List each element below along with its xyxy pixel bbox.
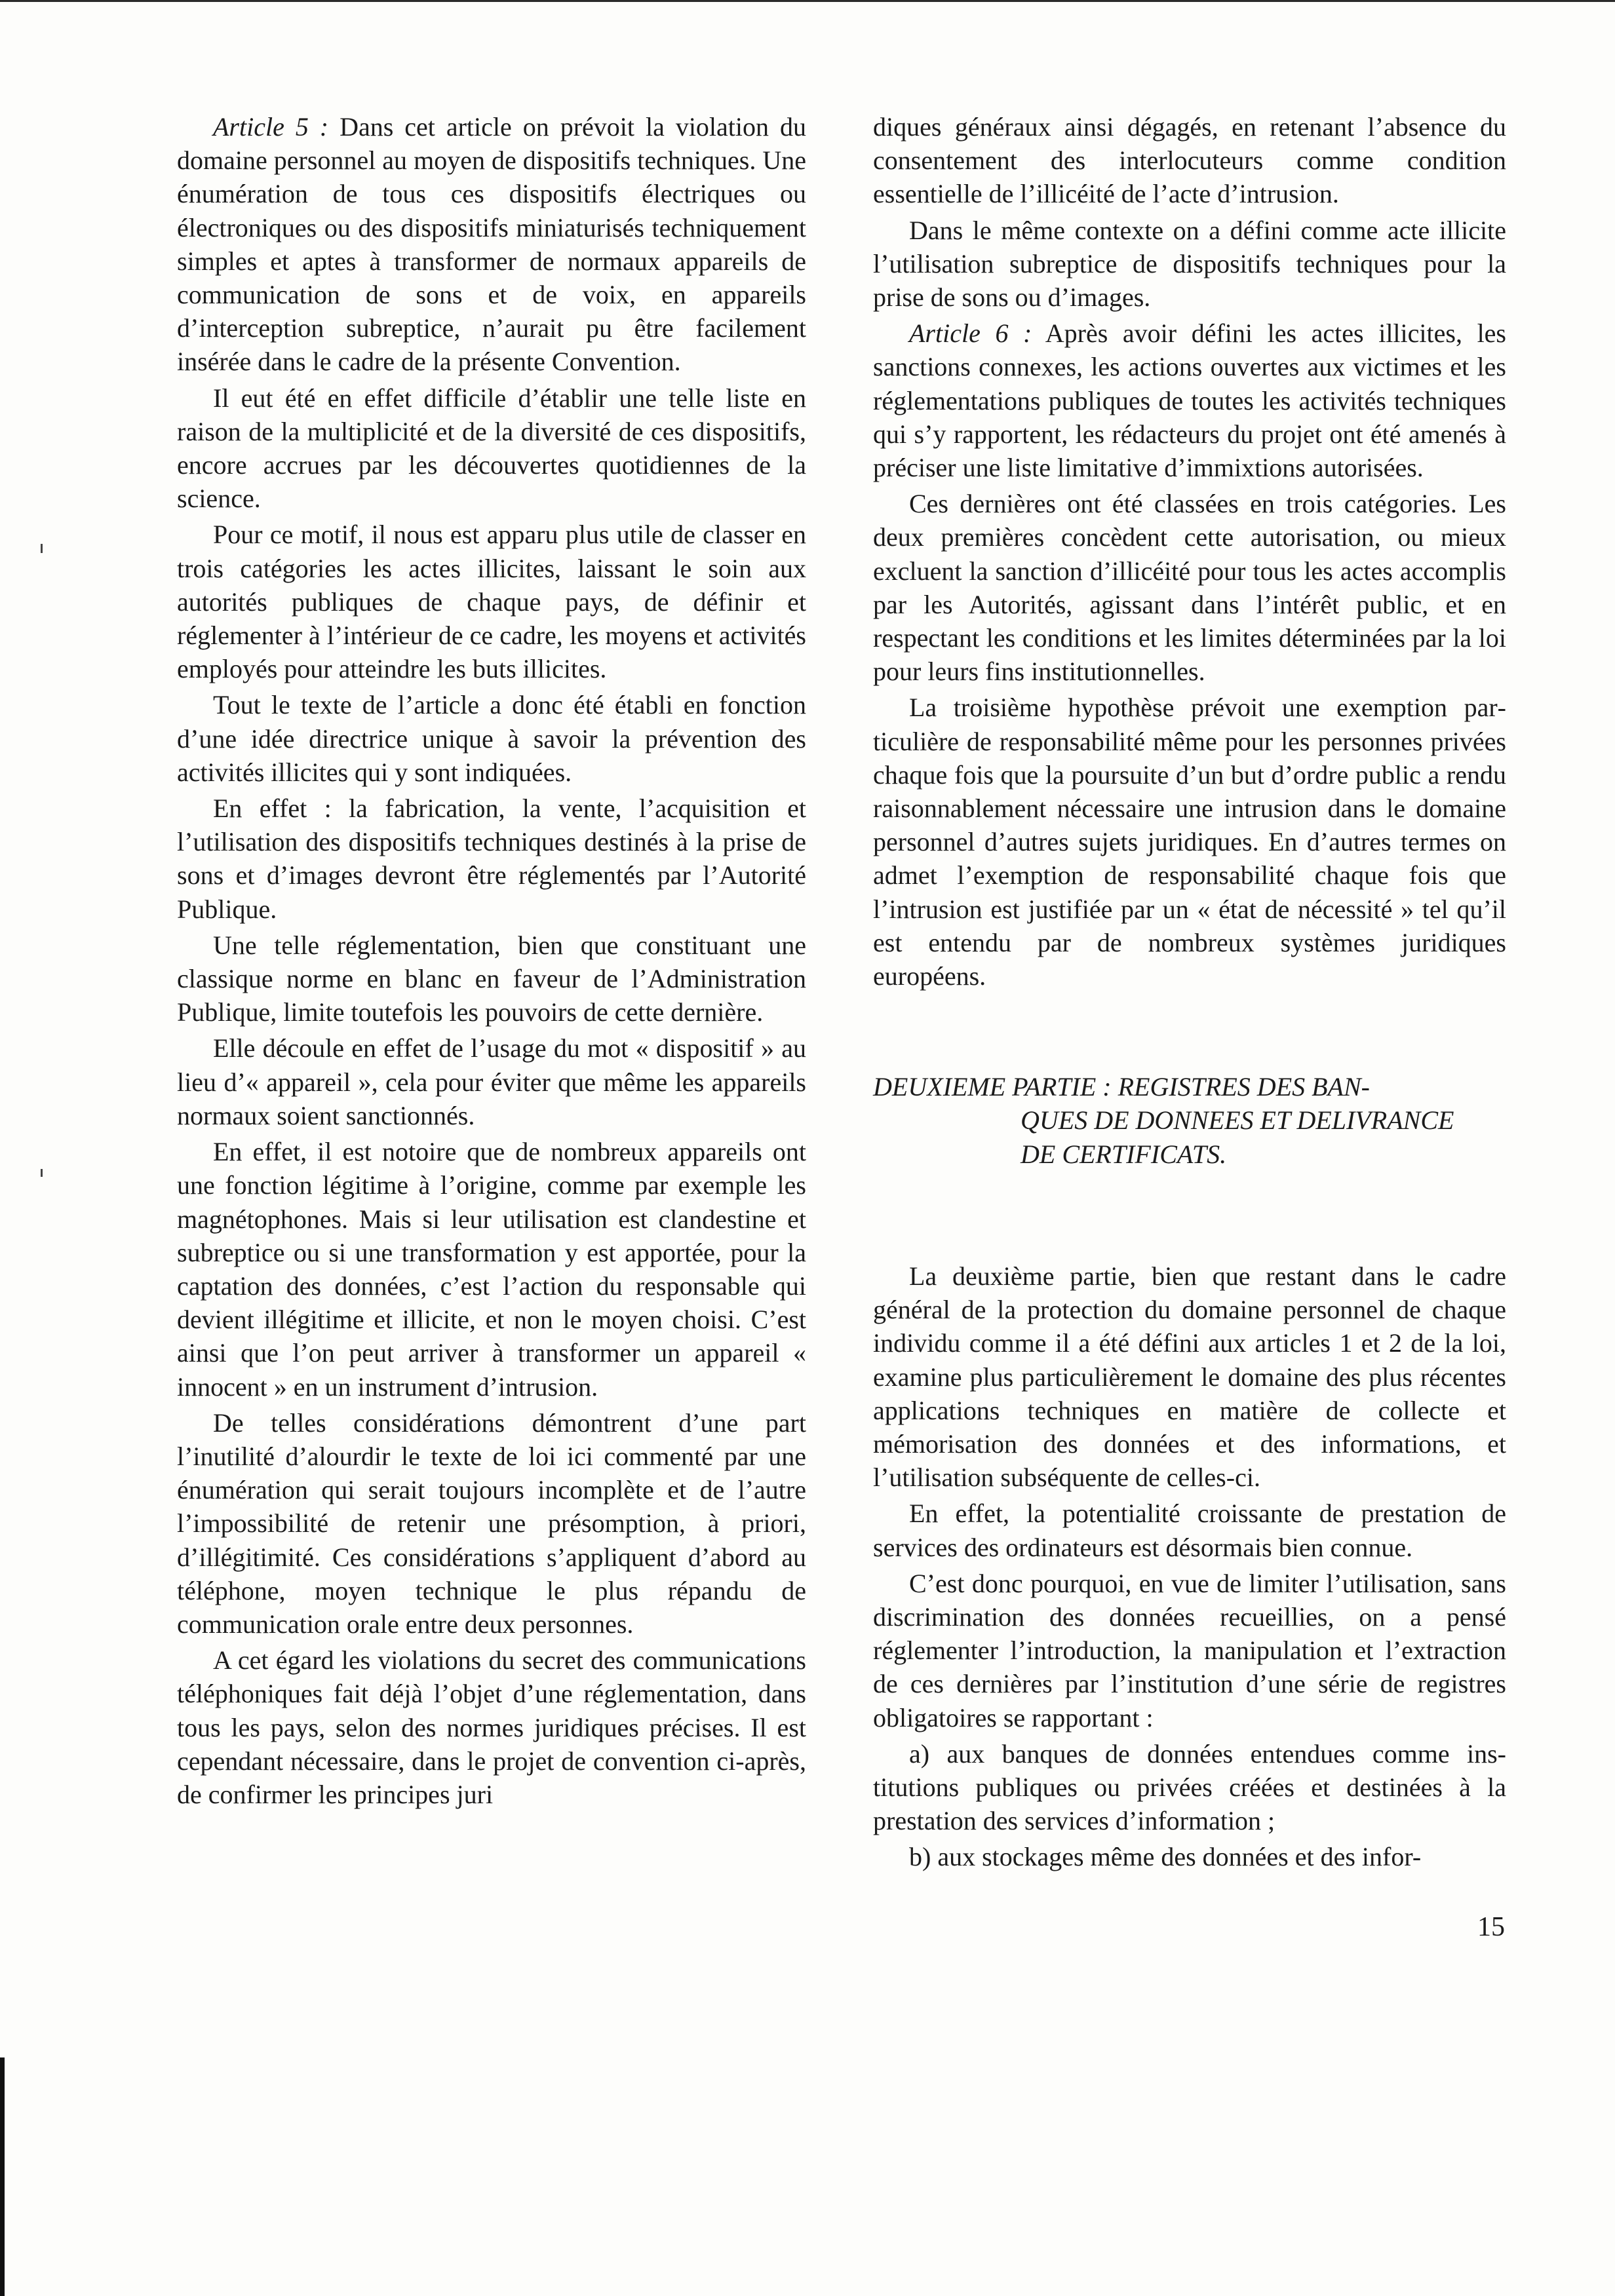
paragraph: La troisième hypothèse prévoit une exemption particulière de responsabilité même pour les personnes privées chaque fois que la poursuite d’un but d’ordre public a rendu raisonnablement nécessaire une intrusion dans le domaine personnel d’autres sujets juridiques. En d’autres termes on admet l’exemption de responsabilité chaque fois que l’intrusion est justifiée par un « état de nécessité » tel qu’il est entendu par de nombreux systèmes juridiques européens. [873,693,1506,991]
paragraph: Une telle réglementation, bien que constituant une classique norme en blanc en faveur de l’Administration Publique, limite toutefois les pouvoirs de cette dernière. [177,930,806,1027]
paragraph: Ces dernières ont été classées en trois catégories. Les deux premières concèdent cette autorisation, ou mieux excluent la sanction d’illicéité pour tous les actes accomplis par les Autorités, agissant dans l’intérêt public, et en respectant les conditions et les limites déterminées par la loi pour leurs fins institutionnelles. [873,489,1506,687]
scan-edge-bar [0,2057,5,2296]
paragraph-text: Après avoir défini les actes illicites, les sanctions connexes, les actions ouvertes aux victimes et les réglementations publiques de toutes les activités techniques qui s’y rapportent, les rédacteurs du projet ont été amenés à préciser une liste limitative d’immixtions autorisées. [873,318,1507,483]
paragraph [873,316,1506,484]
section-heading-line: DE CERTIFICATS. [1021,1139,1227,1169]
paragraph-text: Dans cet article on prévoit la violation du domaine personnel au moyen de dispositifs techniques. Une énumération de tous ces dispositifs électriques ou électroniques ou des dispositifs miniaturisés techniquement simples et aptes à transformer de normaux appareils de communication de sons et de voix, en appareils d’interception subreptice, n’aurait pu être facilement insérée dans le cadre de la présente Convention. [177,112,806,377]
paragraph: Elle découle en effet de l’usage du mot « dispositif » au lieu d’« appareil », cela pour éviter que même les appareils normaux soient sanctionnés. [177,1033,806,1130]
paragraph: Dans le même contexte on a défini comme acte illicite l’utilisation subreptice de dispositifs techniques pour la prise de sons ou d’images. [873,215,1506,313]
top-edge-line [0,0,1615,2]
section-heading-line: DEUXIEME PARTIE : REGISTRES DES BAN- [873,1072,1370,1102]
paragraph: En effet : la fabrication, la vente, l’acquisition et l’utilisation des dispositifs techniques destinés à la prise de sons et d’images devront être réglementés par l’Autorité Publique. [177,794,806,924]
page-number: 15 [1477,1912,1505,1942]
right-column [873,110,1506,1877]
paragraph: Tout le texte de l’article a donc été établi en fonction d’une idée directrice unique à savoir la prévention des activités illicites qui y sont indiquées. [177,690,806,787]
paragraph: C’est donc pourquoi, en vue de limiter l’utilisation, sans discrimination des données recueillies, on a pensé réglementer l’introduction, la manipulation et l’extraction de ces dernières par l’institution d’une série de registres obligatoires se rapportant : [873,1568,1506,1732]
paragraph [177,110,806,379]
paragraph: Il eut été en effet difficile d’établir une telle liste en raison de la multiplicité et de la diversité de ces dispositifs, encore accrues par les découvertes quotidiennes de la science. [177,383,806,514]
article-label: Article 6 : [909,318,1032,349]
paragraph: En effet, il est notoire que de nombreux appareils ont une fonction légitime à l’origine, comme par exemple les magnétophones. Mais si leur utilisation est clandestine et subreptice ou si une transformation y est apportée, pour la captation des données, c’est l’action du responsable qui devient illégitime et illicite, et non le moyen choisi. C’est ainsi que l’on peut arriver à transformer un appareil « innocent » en un instrument d’intrusion. [177,1137,806,1402]
section-heading-line: QUES DE DONNEES ET DELIVRANCE [1021,1105,1454,1136]
paragraph: La deuxième partie, bien que restant dans le cadre général de la protection du domaine personnel de chaque individu comme il a été défini aux articles 1 et 2 de la loi, examine plus particulièrement le domaine des plus récentes applications techniques en matière de collecte et mémorisation des données et des informations, et l’utilisation subséquente de celles-ci. [873,1261,1506,1493]
scan-speck [41,544,43,553]
scan-speck [41,1169,43,1177]
list-item: a) aux banques de données entendues comme institutions publiques ou privées créées et destinées à la prestation des services d’information ; [873,1738,1506,1836]
list-item: b) aux stockages même des données et des infor- [909,1842,1422,1872]
paragraph: De telles considérations démontrent d’une part l’inutilité d’alourdir le texte de loi ici commenté par une énumération qui serait toujours incomplète et de l’autre l’impossibilité de retenir une présomption, à priori, d’illégitimité. Ces considérations s’appliquent d’abord au téléphone, moyen technique le plus répandu de communication orale entre deux personnes. [177,1407,806,1639]
article-label: Article 5 : [213,112,329,142]
left-column [177,110,806,1814]
paragraph: diques généraux ainsi dégagés, en retenant l’absence du consentement des interlocuteurs comme condition essentielle de l’illicéité de l’acte d’intrusion. [873,112,1506,209]
paragraph: En effet, la potentialité croissante de prestation de services des ordinateurs est désormais bien connue. [873,1499,1506,1562]
paragraph: A cet égard les violations du secret des communications téléphoniques fait déjà l’objet d’une réglementation, dans tous les pays, selon des normes juridiques précises. Il est cependant nécessaire, dans le projet de convention ci-après, de confirmer les principes juri [177,1645,806,1809]
section-heading [873,1070,1506,1171]
paragraph: Pour ce motif, il nous est apparu plus utile de classer en trois catégories les actes illicites, laissant le soin aux autorités publiques de chaque pays, de définir et réglementer à l’intérieur de ce cadre, les moyens et activités employés pour atteindre les buts illicites. [177,520,806,684]
